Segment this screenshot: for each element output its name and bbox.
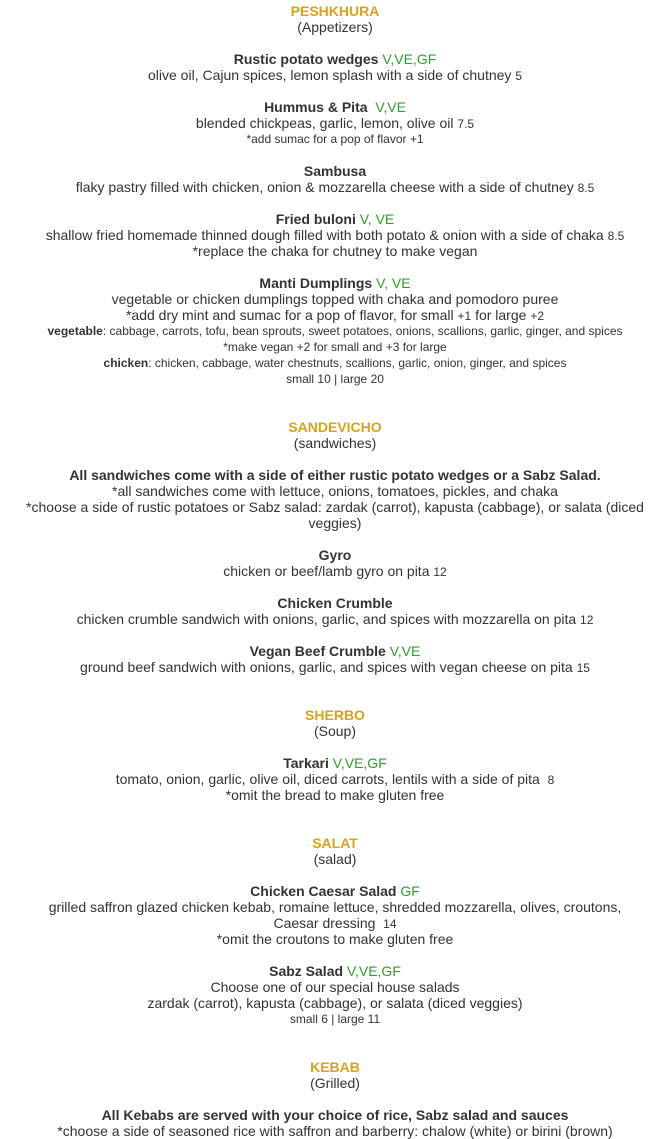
diet-tags: V,VE xyxy=(389,643,421,659)
dish-desc-potato-wedges xyxy=(0,67,670,83)
dish-price: 8 xyxy=(547,773,555,787)
manti-chicken-line xyxy=(0,355,670,371)
dish-note-caesar: *omit the croutons to make gluten free xyxy=(216,931,454,947)
section-subtitle-peshkhura: (Appetizers) xyxy=(297,19,373,35)
dish-desc-buloni xyxy=(0,227,670,243)
dish-title-hummus xyxy=(0,99,670,115)
diet-tags: V, VE xyxy=(359,211,395,227)
dish-description: chicken or beef/lamb gyro on pita xyxy=(223,563,430,579)
section-title-sandevicho: SANDEVICHO xyxy=(288,419,382,435)
dish-name: Tarkari xyxy=(283,755,329,771)
dish-note-manti xyxy=(0,307,670,323)
filling-label: chicken xyxy=(103,356,149,370)
dish-title-chicken-crumble: Chicken Crumble xyxy=(277,595,393,611)
dish-price: 7.5 xyxy=(457,117,475,131)
dish-desc-sabz-2: zardak (carrot), kapusta (cabbage), or salata (diced veggies) xyxy=(147,995,523,1011)
dish-description: blended chickpeas, garlic, lemon, olive oil xyxy=(195,115,454,131)
dish-title-gyro: Gyro xyxy=(318,547,352,563)
dish-title-buloni xyxy=(0,211,670,227)
section-title-sherbo: SHERBO xyxy=(305,707,365,723)
manti-sizes: small 10 | large 20 xyxy=(286,372,384,386)
dish-desc-manti: vegetable or chicken dumplings topped with chaka and pomodoro puree xyxy=(111,291,559,307)
price-small: +1 xyxy=(457,309,472,323)
dish-title-sambusa: Sambusa xyxy=(303,163,367,179)
dish-desc-caesar: grilled saffron glazed chicken kebab, romaine lettuce, shredded mozzarella, olives, croutons, xyxy=(48,899,622,915)
dish-description: olive oil, Cajun spices, lemon splash with a side of chutney xyxy=(148,67,512,83)
dish-price: 8.5 xyxy=(577,181,595,195)
filling-label: vegetable xyxy=(47,324,103,338)
dish-description: ground beef sandwich with onions, garlic, and spices with vegan cheese on pita xyxy=(80,659,573,675)
dish-title-caesar xyxy=(0,883,670,899)
dish-price: 15 xyxy=(576,661,590,675)
section-title-peshkhura: PESHKHURA xyxy=(290,3,380,19)
dish-desc-chicken-crumble xyxy=(0,611,670,627)
dish-name: Manti Dumplings xyxy=(259,275,373,291)
dish-description: Caesar dressing xyxy=(273,915,376,931)
dish-note-tarkari: *omit the bread to make gluten free xyxy=(225,787,445,803)
dish-name: Chicken Caesar Salad xyxy=(250,883,397,899)
dish-title-manti xyxy=(0,275,670,291)
dish-name: Hummus & Pita xyxy=(264,99,368,115)
dish-price: 8.5 xyxy=(607,229,625,243)
diet-tags: V, VE xyxy=(376,275,411,291)
dish-desc-sabz: Choose one of our special house salads xyxy=(210,979,460,995)
dish-title-potato-wedges xyxy=(0,51,670,67)
section-title-salat: SALAT xyxy=(312,835,358,851)
dish-name: Rustic potato wedges xyxy=(233,51,379,67)
dish-price: 12 xyxy=(580,613,594,627)
manti-vegan-note: *make vegan +2 for small and +3 for large xyxy=(223,340,447,354)
diet-tags: V,VE xyxy=(375,99,406,115)
kebab-intro: All Kebabs are served with your choice of rice, Sabz salad and sauces xyxy=(101,1107,569,1123)
filling-desc: : cabbage, carrots, tofu, bean sprouts, sweet potatoes, onions, scallions, garlic, ginger, and spices xyxy=(102,324,623,338)
kebab-note-rice: *choose a side of seasoned rice with saffron and barberry: chalow (white) or birini (brown) xyxy=(57,1123,613,1139)
dish-desc-hummus xyxy=(0,115,670,131)
diet-tags: V,VE,GF xyxy=(332,755,387,771)
dish-desc-gyro xyxy=(0,563,670,579)
filling-desc: : chicken, cabbage, water chestnuts, scallions, garlic, onion, ginger, and spices xyxy=(148,356,567,370)
dish-price: 12 xyxy=(433,565,447,579)
dish-title-tarkari xyxy=(0,755,670,771)
dish-description: flaky pastry filled with chicken, onion & mozzarella cheese with a side of chutney xyxy=(75,179,574,195)
sandwich-intro: All sandwiches come with a side of either rustic potato wedges or a Sabz Salad. xyxy=(69,467,601,483)
section-title-kebab: KEBAB xyxy=(310,1059,360,1075)
diet-tags: GF xyxy=(400,883,420,899)
dish-description: shallow fried homemade thinned dough filled with both potato & onion with a side of chaka xyxy=(45,227,604,243)
dish-note-hummus: *add sumac for a pop of flavor +1 xyxy=(246,132,424,146)
sabz-sizes: small 6 | large 11 xyxy=(289,1012,381,1026)
sandwich-note-toppings: *all sandwiches come with lettuce, onions, tomatoes, pickles, and chaka xyxy=(112,483,558,499)
note-text: *add dry mint and sumac for a pop of flavor, for small xyxy=(125,307,454,323)
dish-desc-caesar-2 xyxy=(0,915,670,931)
dish-description: chicken crumble sandwich with onions, garlic, and spices with mozzarella on pita xyxy=(76,611,577,627)
section-subtitle-salat: (salad) xyxy=(313,851,357,867)
dish-title-sabz xyxy=(0,963,670,979)
section-subtitle-sandevicho: (sandwiches) xyxy=(293,435,377,451)
note-text-large: for large xyxy=(475,307,527,323)
diet-tags: V,VE,GF xyxy=(346,963,401,979)
dish-desc-vegan-beef-crumble xyxy=(0,659,670,675)
price-large: +2 xyxy=(530,309,544,323)
diet-tags: V,VE,GF xyxy=(382,51,437,67)
dish-note-buloni: *replace the chaka for chutney to make vegan xyxy=(192,243,478,259)
dish-desc-tarkari xyxy=(0,771,670,787)
dish-name: Vegan Beef Crumble xyxy=(249,643,386,659)
dish-desc-sambusa xyxy=(0,179,670,195)
section-subtitle-kebab: (Grilled) xyxy=(310,1075,360,1091)
manti-vegetable-line xyxy=(0,323,670,339)
dish-name: Fried buloni xyxy=(275,211,356,227)
dish-description: tomato, onion, garlic, olive oil, diced carrots, lentils with a side of pita xyxy=(115,771,540,787)
dish-name: Sabz Salad xyxy=(269,963,344,979)
sandwich-note-sides: *choose a side of rustic potatoes or Sabz salad: zardak (carrot), kapusta (cabbage), or salata (diced veggies) xyxy=(26,499,644,531)
section-subtitle-sherbo: (Soup) xyxy=(313,723,357,739)
dish-title-vegan-beef-crumble xyxy=(0,643,670,659)
dish-price: 14 xyxy=(383,917,397,931)
dish-price: 5 xyxy=(515,69,522,83)
menu-page xyxy=(0,3,670,1139)
